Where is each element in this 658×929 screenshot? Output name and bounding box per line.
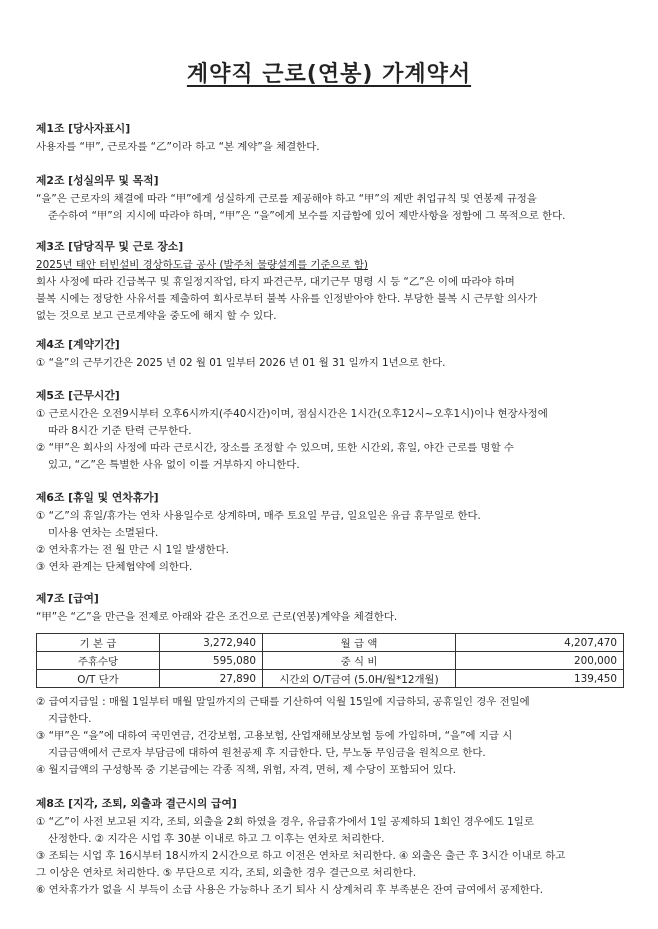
table-cell: 4,207,470: [456, 634, 624, 652]
article-5-line: 있고, “乙”은 특별한 사유 없이 이를 거부하지 아니한다.: [48, 459, 300, 471]
article-1-line: 사용자를 “甲”, 근로자를 “乙”이라 하고 “본 계약”을 체결한다.: [36, 141, 320, 153]
article-2-line: 준수하여 “甲”의 지시에 따라야 하며, “甲”은 “을”에게 보수를 지급함에 있어 제반사항을 정함에 그 목적으로 한다.: [48, 210, 566, 222]
article-5-line: ① 근로시간은 오전9시부터 오후6시까지(주40시간)이며, 점심시간은 1시간(오후12시~오후1시)이나 현장사정에: [36, 408, 548, 420]
article-2: [36, 172, 636, 225]
article-5-heading: 제5조 [근무시간]: [36, 389, 120, 402]
article-8-line: ① “乙”이 사전 보고된 지각, 조퇴, 외출을 2회 하였을 경우, 유급휴가에서 1일 공제하되 1회인 경우에도 1일로: [36, 816, 534, 828]
article-7-line: ② 급여지급일 : 매월 1일부터 매월 말일까지의 근태를 기산하여 익월 15일에 지급하되, 공휴일인 경우 전일에: [36, 696, 530, 708]
article-8-line: 산정한다. ② 지각은 시업 후 30분 이내로 하고 그 이후는 연차로 처리한다.: [48, 833, 385, 845]
table-cell: 27,890: [160, 670, 263, 688]
table-row: [37, 652, 624, 670]
article-4-heading: 제4조 [계약기간]: [36, 338, 120, 351]
article-7-line: ③ “甲”은 “을”에 대하여 국민연금, 건강보험, 고용보험, 산업재해보상보험 등에 가입하며, “을”에 지급 시: [36, 730, 513, 742]
article-4-line: ① “을”의 근무기간은 2025 년 02 월 01 일부터 2026 년 01 월 31 일까지 1년으로 한다.: [36, 357, 446, 369]
article-6-line: ① “乙”의 휴일/휴가는 연차 사용일수로 상계하며, 매주 토요일 무급, 일요일은 유급 휴무일로 한다.: [36, 510, 481, 522]
article-7-details: [36, 694, 636, 779]
article-7-heading: 제7조 [급여]: [36, 592, 99, 605]
table-row: [37, 670, 624, 688]
article-8-line: ③ 조퇴는 시업 후 16시부터 18시까지 2시간으로 하고 이전은 연차로 처리한다. ④ 외출은 출근 후 3시간 이내로 하고: [36, 850, 566, 862]
article-3-line: 회사 사정에 따라 긴급복구 및 휴일정지작업, 타지 파견근무, 대기근무 명령 시 등 “乙”은 이에 따라야 하며: [36, 276, 515, 288]
article-3-heading: 제3조 [담당직무 및 근로 장소]: [36, 240, 184, 253]
table-cell: 기 본 급: [37, 634, 160, 652]
article-3-line: 없는 것으로 보고 근로계약을 중도에 해지 할 수 있다.: [36, 310, 277, 322]
table-cell: 주휴수당: [37, 652, 160, 670]
table-cell: 중 식 비: [263, 652, 456, 670]
table-cell: 월 급 액: [263, 634, 456, 652]
article-5-line: ② “甲”은 회사의 사정에 따라 근로시간, 장소를 조정할 수 있으며, 또한 시간외, 휴일, 야간 근로를 명할 수: [36, 442, 514, 454]
article-7-intro: “甲”은 “乙”을 만근을 전제로 아래와 같은 조건으로 근로(연봉)계약을 체결한다.: [36, 611, 398, 623]
article-3-project: 2025년 태안 터빈설비 경상하도급 공사 (발주처 물량설계를 기준으로 함): [36, 259, 368, 271]
table-cell: 139,450: [456, 670, 624, 688]
article-8-line: ⑥ 연차휴가가 없을 시 부득이 소급 사용은 가능하나 조기 퇴사 시 상계처리 후 부족분은 잔여 급여에서 공제한다.: [36, 884, 544, 896]
article-2-line: “을”은 근로자의 채결에 따라 “甲”에게 성실하게 근로를 제공해야 하고 “甲”의 제반 취업규칙 및 연봉제 규정을: [36, 193, 537, 205]
document-title: 계약직 근로(연봉) 가계약서: [186, 62, 472, 87]
article-6-line: 미사용 연차는 소멸된다.: [48, 527, 159, 539]
article-1: [36, 120, 636, 156]
table-cell: 시간외 O/T금여 (5.0H/월*12개월): [263, 670, 456, 688]
article-8-line: 그 이상은 연차로 처리한다. ⑤ 무단으로 지각, 조퇴, 외출한 경우 결근으로 처리한다.: [36, 867, 417, 879]
article-4: [36, 336, 636, 372]
table-cell: 595,080: [160, 652, 263, 670]
table-cell: O/T 단가: [37, 670, 160, 688]
article-6-heading: 제6조 [휴일 및 연차휴가]: [36, 491, 159, 504]
article-1-heading: 제1조 [당사자표시]: [36, 122, 131, 135]
article-2-heading: 제2조 [성실의무 및 목적]: [36, 174, 159, 187]
table-cell: 3,272,940: [160, 634, 263, 652]
table-cell: 200,000: [456, 652, 624, 670]
article-7-line: 지급금액에서 근로자 부담금에 대하여 원천공제 후 지급한다. 단, 무노동 무임금을 원칙으로 한다.: [48, 747, 486, 759]
article-6: [36, 489, 636, 576]
article-3-line: 불복 시에는 정당한 사유서를 제출하여 회사로부터 불복 사유를 인정받아야 한다. 부당한 불복 시 근무할 의사가: [36, 293, 538, 305]
article-7-line: 지급한다.: [48, 713, 92, 725]
article-8: [36, 795, 636, 899]
article-5-line: 따라 8시간 기준 탄력 근무한다.: [48, 425, 192, 437]
article-8-heading: 제8조 [지각, 조퇴, 외출과 결근시의 급여]: [36, 797, 237, 810]
article-7: [36, 590, 636, 626]
article-3: [36, 238, 636, 325]
article-6-line: ③ 연차 관계는 단체협약에 의한다.: [36, 561, 193, 573]
table-row: [37, 634, 624, 652]
article-6-line: ② 연차휴가는 전 월 만근 시 1일 발생한다.: [36, 544, 229, 556]
article-7-line: ④ 월지급액의 구성항목 중 기본급에는 각종 직책, 위험, 자격, 면허, 제 수당이 포함되어 있다.: [36, 764, 457, 776]
salary-table: [36, 633, 624, 688]
article-5: [36, 387, 636, 474]
